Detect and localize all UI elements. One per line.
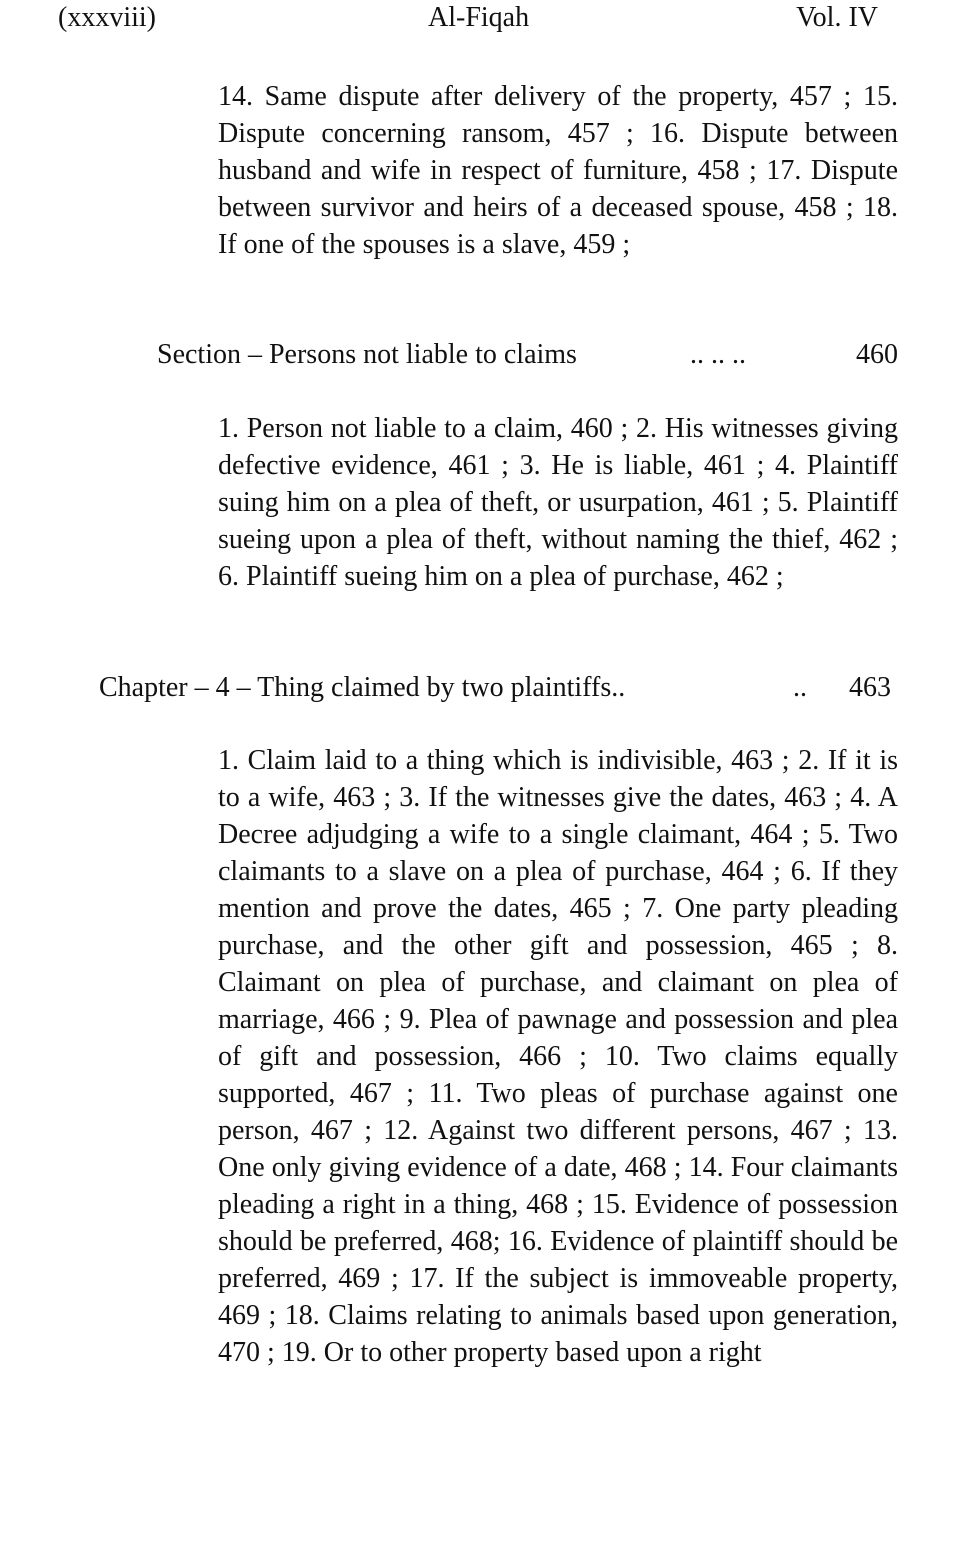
- contents-paragraph-disputes: 14. Same dispute after delivery of the property, 457 ; 15. Dispute concerning ransom, 457 ; 16. Dispute between husband and wife in respect of furniture, 458 ; 17. Dispute between survivor and heirs of a deceased spouse, 458 ; 18. If one of the spouses is a slave, 459 ;: [218, 81, 898, 260]
- book-title: Al-Fiqah: [428, 2, 530, 33]
- toc-entry-page: 460: [856, 339, 898, 370]
- contents-paragraph-two-plaintiffs: 1. Claim laid to a thing which is indivisible, 463 ; 2. If it is to a wife, 463 ; 3. If the witnesses give the dates, 463 ; 4. A Decree adjudging a wife to a single claimant, 464 ; 5. Two claimants to a slave on a plea of purchase, 464 ; 6. If they mention and prove the dates, 465 ; 7. One party pleading purchase, and the other gift and possession, 465 ; 8. Claimant on plea of purchase, and claimant on plea of marriage, 466 ; 9. Plea of pawnage and possession and plea of gift and possession, 466 ; 10. Two claims equally supported, 467 ; 11. Two pleas of purchase against one person, 467 ; 12. Against two different persons, 467 ; 13. One only giving evidence of a date, 468 ; 14. Four claimants pleading a right in a thing, 468 ; 15. Evidence of possession should be preferred, 468; 16. Evidence of plaintiff should be preferred, 469 ; 17. If the subject is immoveable property, 469 ; 18. Claims relating to animals based upon generation, 470 ; 19. Or to other property based upon a right: [218, 745, 898, 1368]
- toc-entry-title: Section – Persons not liable to claims: [157, 339, 577, 370]
- page-number: (xxxviii): [58, 2, 156, 33]
- volume-label: Vol. IV: [796, 2, 878, 33]
- page-header: [58, 2, 878, 42]
- toc-entry-title: Chapter – 4 – Thing claimed by two plaintiffs..: [99, 672, 626, 703]
- toc-entry-leader: ..: [793, 672, 807, 703]
- toc-entry-chapter-4: [99, 669, 891, 706]
- toc-entry-section-persons-not-liable: [157, 336, 898, 373]
- toc-entry-leader: .. .. ..: [690, 339, 746, 370]
- toc-entry-page: 463: [849, 672, 891, 703]
- contents-paragraph-persons-not-liable: 1. Person not liable to a claim, 460 ; 2. His witnesses giving defective evidence, 461 ; 3. He is liable, 461 ; 4. Plaintiff suing him on a plea of theft, or usurpation, 461 ; 5. Plaintiff sueing upon a plea of theft, without naming the thief, 462 ; 6. Plaintiff sueing him on a plea of purchase, 462 ;: [218, 413, 898, 592]
